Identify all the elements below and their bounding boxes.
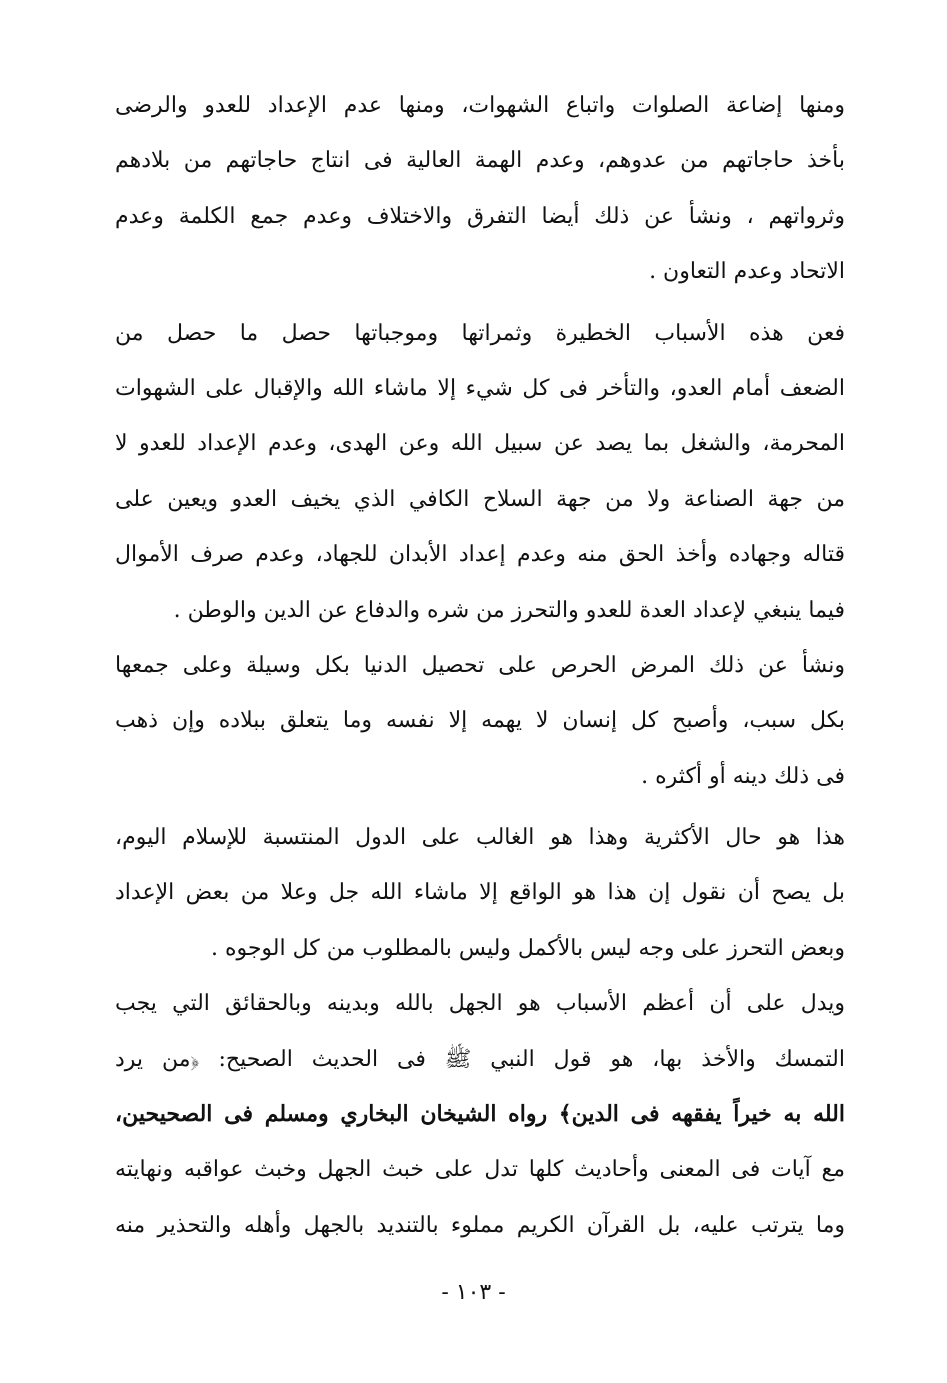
text-line: مع آيات فى المعنى وأحاديث كلها تدل على خبث الجهل وخبث عواقبه ونهايته <box>115 1157 845 1183</box>
text-line: فعن هذه الأسباب الخطيرة وثمراتها وموجباتها حصل ما حصل من <box>115 320 845 346</box>
paragraph-2 <box>115 306 845 638</box>
text-line: بل يصح أن نقول إن هذا هو الواقع إلا ماشاء الله جل وعلا من بعض الإعداد <box>115 880 845 906</box>
page-number: - ١٠٣ - <box>441 1280 506 1305</box>
text-line: الضعف أمام العدو، والتأخر فى كل شيء إلا ماشاء الله والإقبال على الشهوات <box>115 375 845 401</box>
text-line: بكل سبب، وأصبح كل إنسان لا يهمه إلا نفسه وما يتعلق ببلاده وإن ذهب <box>115 708 845 734</box>
text-line: هذا هو حال الأكثرية وهذا هو الغالب على الدول المنتسبة للإسلام اليوم، <box>115 825 845 851</box>
document-page <box>115 78 845 1253</box>
hadith-text-line: الله به خيراً يفقهه فى الدين﴾ رواه الشيخان البخاري ومسلم فى الصحيحين، <box>115 1101 845 1128</box>
text-line: الاتحاد وعدم التعاون . <box>649 259 845 285</box>
paragraph-1 <box>115 78 845 300</box>
text-line: من جهة الصناعة ولا من جهة السلاح الكافي الذي يخيف العدو ويعين على <box>115 486 845 512</box>
text-line: التمسك والأخذ بها، هو قول النبي ﷺ فى الحديث الصحيح: ﴿من يرد <box>115 1046 845 1072</box>
paragraph-5 <box>115 976 845 1253</box>
text-line: المحرمة، والشغل بما يصد عن سبيل الله وعن الهدى، وعدم الإعداد للعدو لا <box>115 431 845 457</box>
text-line: ومنها إضاعة الصلوات واتباع الشهوات، ومنها عدم الإعداد للعدو والرضى <box>115 93 845 118</box>
text-line: ونشأ عن ذلك المرض الحرص على تحصيل الدنيا بكل وسيلة وعلى جمعها <box>115 652 845 678</box>
text-line: وبعض التحرز على وجه ليس بالأكمل وليس بالمطلوب من كل الوجوه . <box>210 935 845 961</box>
paragraph-4 <box>115 810 845 976</box>
text-line: قتاله وجهاده وأخذ الحق منه وعدم إعداد الأبدان للجهاد، وعدم صرف الأموال <box>115 542 845 568</box>
text-line: وثرواتهم ، ونشأ عن ذلك أيضا التفرق والاختلاف وعدم جمع الكلمة وعدم <box>115 203 845 229</box>
text-line: ويدل على أن أعظم الأسباب هو الجهل بالله وبدينه وبالحقائق التي يجب <box>115 991 845 1017</box>
text-line: وما يترتب عليه، بل القرآن الكريم مملوء بالتنديد بالجهل وأهله والتحذير منه <box>115 1212 845 1238</box>
paragraph-3 <box>115 638 845 804</box>
text-line: فى ذلك دينه أو أكثره . <box>641 763 845 789</box>
text-line: فيما ينبغي لإعداد العدة للعدو والتحرز من شره والدفاع عن الدين والوطن . <box>173 597 845 623</box>
text-line: بأخذ حاجاتهم من عدوهم، وعدم الهمة العالية فى انتاج حاجاتهم من بلادهم <box>115 148 845 174</box>
